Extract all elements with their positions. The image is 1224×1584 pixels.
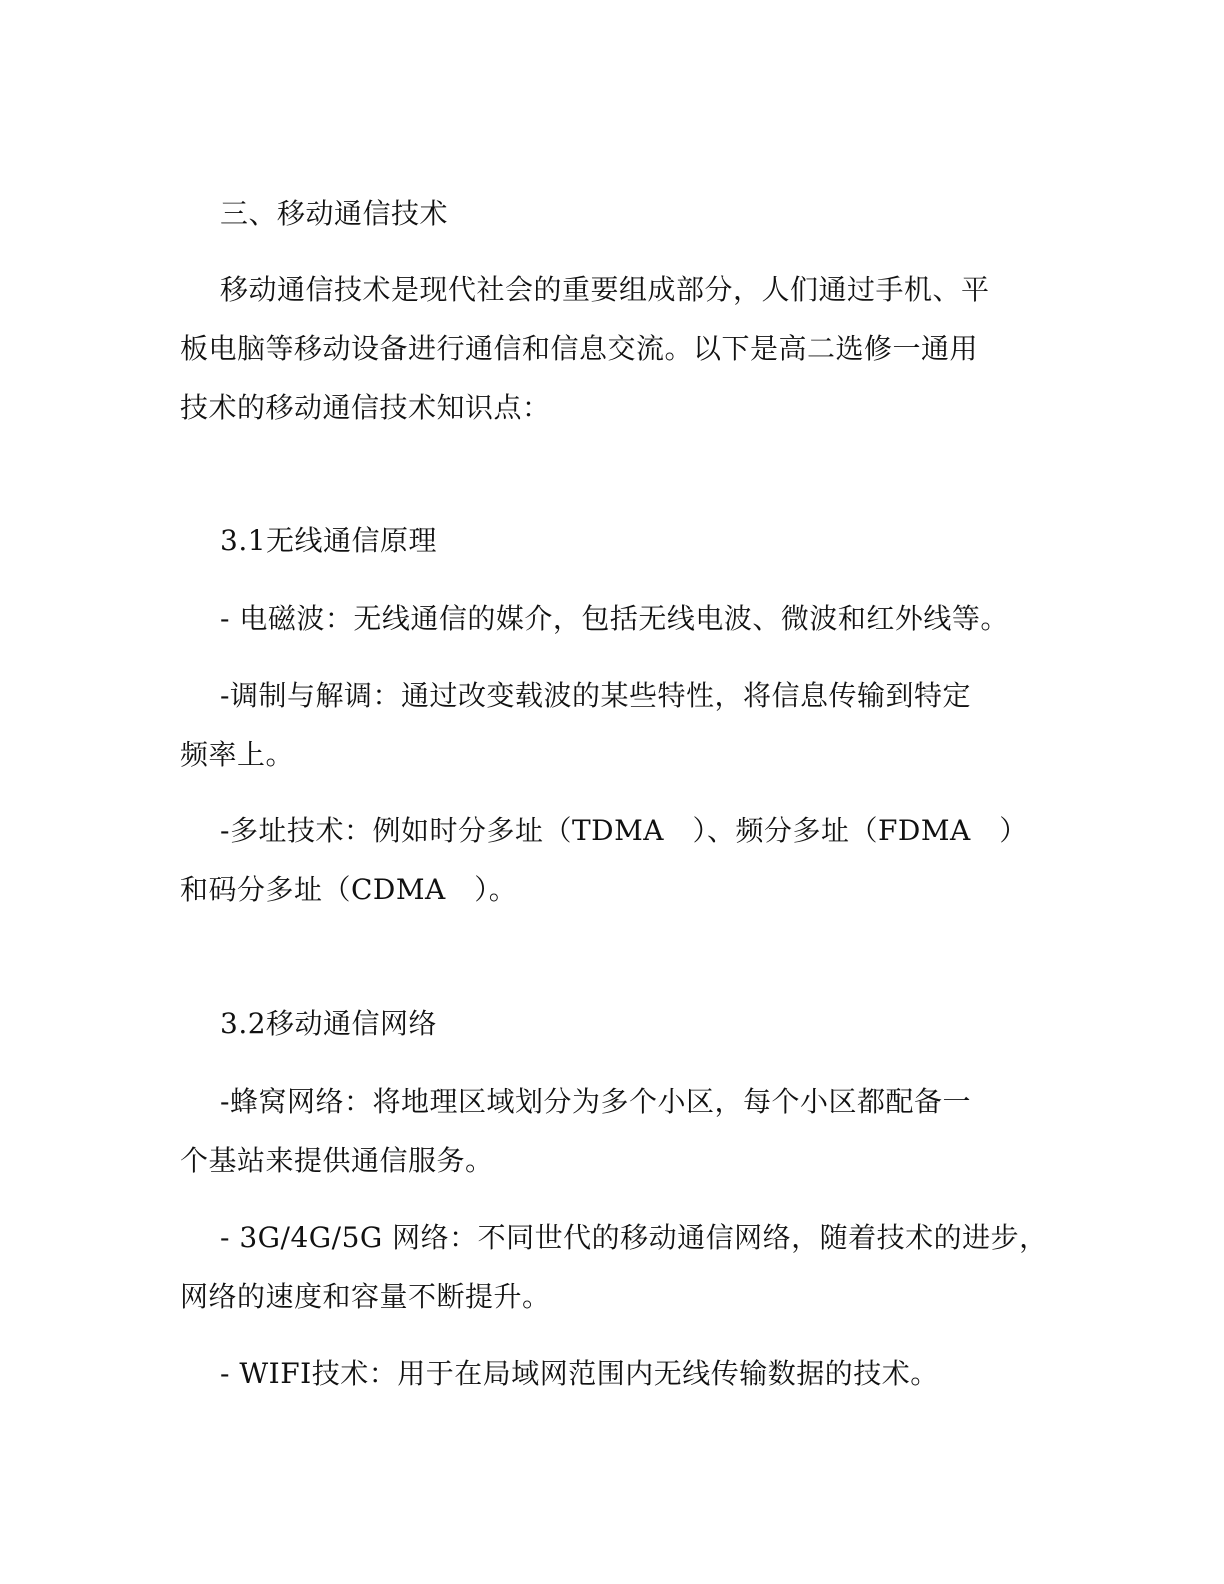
intro-paragraph-line-3: 技术的移动通信技术知识点： <box>180 391 551 424</box>
modulation-item-line-2: 频率上。 <box>180 738 295 771</box>
subsection-heading-3-1: 3.1无线通信原理 <box>220 524 438 557</box>
generation-network-item-line-2: 网络的速度和容量不断提升。 <box>180 1280 551 1313</box>
section-title: 三、移动通信技术 <box>220 197 449 230</box>
intro-paragraph-line-2: 板电脑等移动设备进行通信和信息交流。以下是高二选修一通用 <box>180 332 979 365</box>
electromagnetic-wave-item: - 电磁波：无线通信的媒介，包括无线电波、微波和红外线等。 <box>220 602 1009 635</box>
intro-paragraph-line-1: 移动通信技术是现代社会的重要组成部分，人们通过手机、平 <box>220 273 990 306</box>
cellular-network-item-line-2: 个基站来提供通信服务。 <box>180 1144 494 1177</box>
modulation-item-line-1: -调制与解调：通过改变载波的某些特性，将信息传输到特定 <box>220 679 971 712</box>
cellular-network-item-line-1: -蜂窝网络：将地理区域划分为多个小区，每个小区都配备一 <box>220 1085 971 1118</box>
generation-network-item-line-1: - 3G/4G/5G 网络：不同世代的移动通信网络，随着技术的进步， <box>220 1221 1048 1254</box>
subsection-heading-3-2: 3.2移动通信网络 <box>220 1007 438 1040</box>
multiple-access-item-line-2: 和码分多址（CDMA ）。 <box>180 873 518 906</box>
multiple-access-item-line-1: -多址技术：例如时分多址（TDMA ）、频分多址（FDMA ） <box>220 814 1028 847</box>
wifi-item: - WIFI技术：用于在局域网范围内无线传输数据的技术。 <box>220 1357 939 1390</box>
